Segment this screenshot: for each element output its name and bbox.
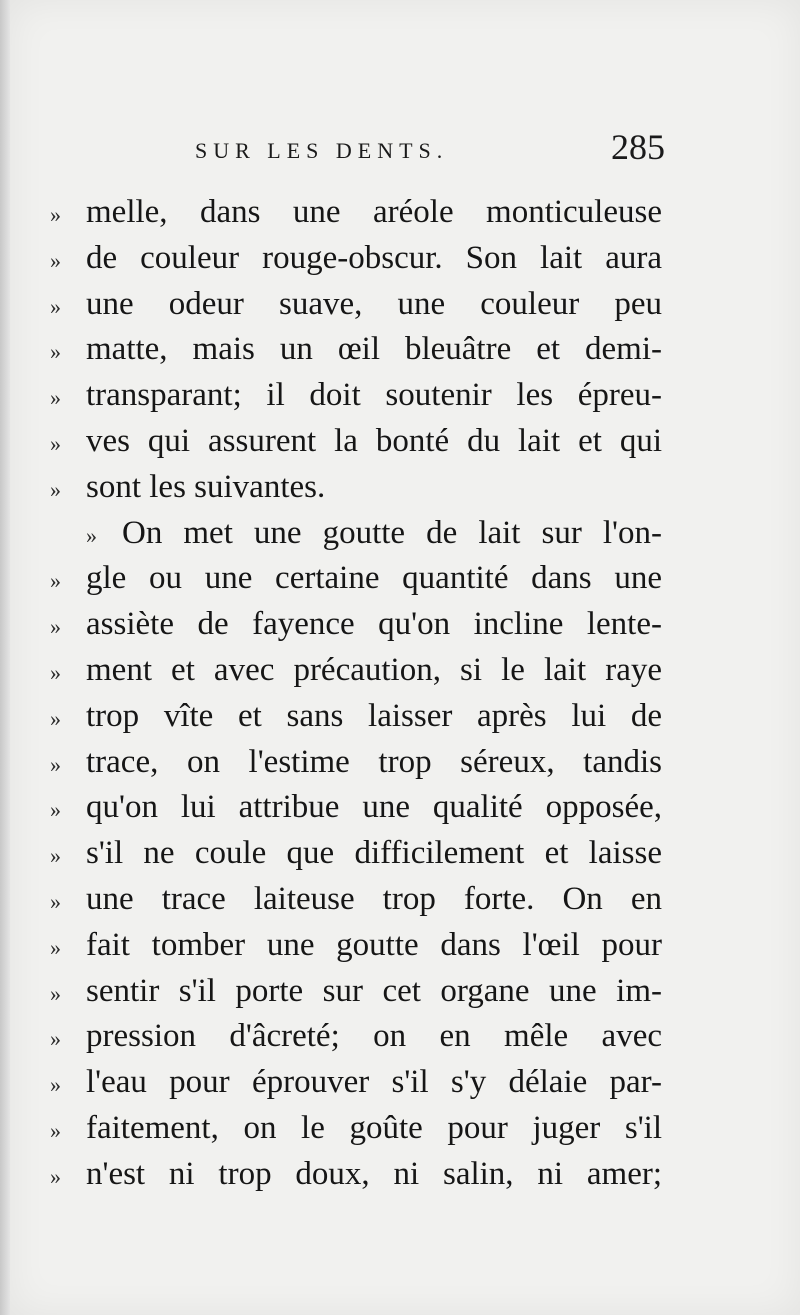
text-line [50, 556, 662, 602]
line-text: transparant; il doit soutenir les épreu- [86, 377, 662, 414]
text-line [50, 969, 662, 1015]
line-text: une trace laiteuse trop forte. On en [86, 880, 662, 917]
line-text: trace, on l'estime trop séreux, tandis [86, 743, 662, 780]
text-line [50, 236, 662, 282]
quote-mark: » [50, 1163, 61, 1189]
quote-mark: » [50, 843, 61, 869]
quote-mark: » [50, 751, 61, 777]
text-line [50, 602, 662, 648]
line-text: On met une goutte de lait sur l'on- [122, 514, 662, 551]
text-line [50, 785, 662, 831]
line-text: n'est ni trop doux, ni salin, ni amer; [86, 1155, 662, 1192]
quote-mark: » [50, 659, 61, 685]
line-text: assiète de fayence qu'on incline lente- [86, 606, 662, 643]
line-text: pression d'âcreté; on en mêle avec [86, 1018, 662, 1055]
text-line [50, 923, 662, 969]
quote-mark: » [50, 614, 61, 640]
line-text: sentir s'il porte sur cet organe une im- [86, 972, 662, 1009]
text-line [50, 1152, 662, 1198]
quote-mark: » [86, 522, 97, 548]
text-line [50, 877, 662, 923]
running-head [195, 126, 665, 176]
quote-mark: » [50, 247, 61, 273]
line-text: melle, dans une aréole monticuleuse [86, 194, 662, 230]
quote-mark: » [50, 888, 61, 914]
quote-mark: » [50, 568, 61, 594]
text-line [50, 190, 662, 236]
quote-mark: » [50, 293, 61, 319]
running-title: SUR LES DENTS. [195, 138, 449, 163]
text-line [50, 1060, 662, 1106]
page-number: 285 [611, 127, 665, 167]
line-text: ment et avec précaution, si le lait raye [86, 651, 662, 688]
quote-mark: » [50, 705, 61, 731]
line-text: qu'on lui attribue une qualité opposée, [86, 789, 662, 826]
line-text: l'eau pour éprouver s'il s'y délaie par- [86, 1064, 662, 1101]
text-line [50, 511, 662, 557]
page-edge-shadow [0, 0, 10, 1315]
quote-mark: » [50, 934, 61, 960]
text-line [50, 648, 662, 694]
line-text: une odeur suave, une couleur peu [86, 285, 662, 322]
quote-mark: » [50, 339, 61, 365]
quote-mark: » [50, 385, 61, 411]
text-line [50, 282, 662, 328]
text-line [50, 1106, 662, 1152]
line-text: sont les suivantes. [86, 468, 326, 505]
text-line [50, 465, 662, 511]
quote-mark: » [50, 1117, 61, 1143]
quote-mark: » [50, 1072, 61, 1098]
quote-mark: » [50, 476, 61, 502]
text-line [50, 327, 662, 373]
text-line [50, 1014, 662, 1060]
line-text: ves qui assurent la bonté du lait et qui [86, 422, 662, 459]
quote-mark: » [50, 202, 61, 227]
text-line [50, 373, 662, 419]
text-line [50, 419, 662, 465]
line-text: trop vîte et sans laisser après lui de [86, 697, 662, 734]
text-line [50, 740, 662, 786]
text-line [50, 694, 662, 740]
quote-mark: » [50, 430, 61, 456]
quote-mark: » [50, 1026, 61, 1052]
line-text: s'il ne coule que difficilement et laisse [86, 835, 662, 872]
line-text: gle ou une certaine quantité dans une [86, 560, 662, 597]
line-text: fait tomber une goutte dans l'œil pour [86, 926, 662, 963]
line-text: de couleur rouge-obscur. Son lait aura [86, 239, 662, 276]
body-text [50, 190, 662, 1198]
line-text: matte, mais un œil bleuâtre et demi- [86, 331, 662, 368]
quote-mark: » [50, 980, 61, 1006]
quote-mark: » [50, 797, 61, 823]
line-text: faitement, on le goûte pour juger s'il [86, 1109, 662, 1146]
text-line [50, 831, 662, 877]
